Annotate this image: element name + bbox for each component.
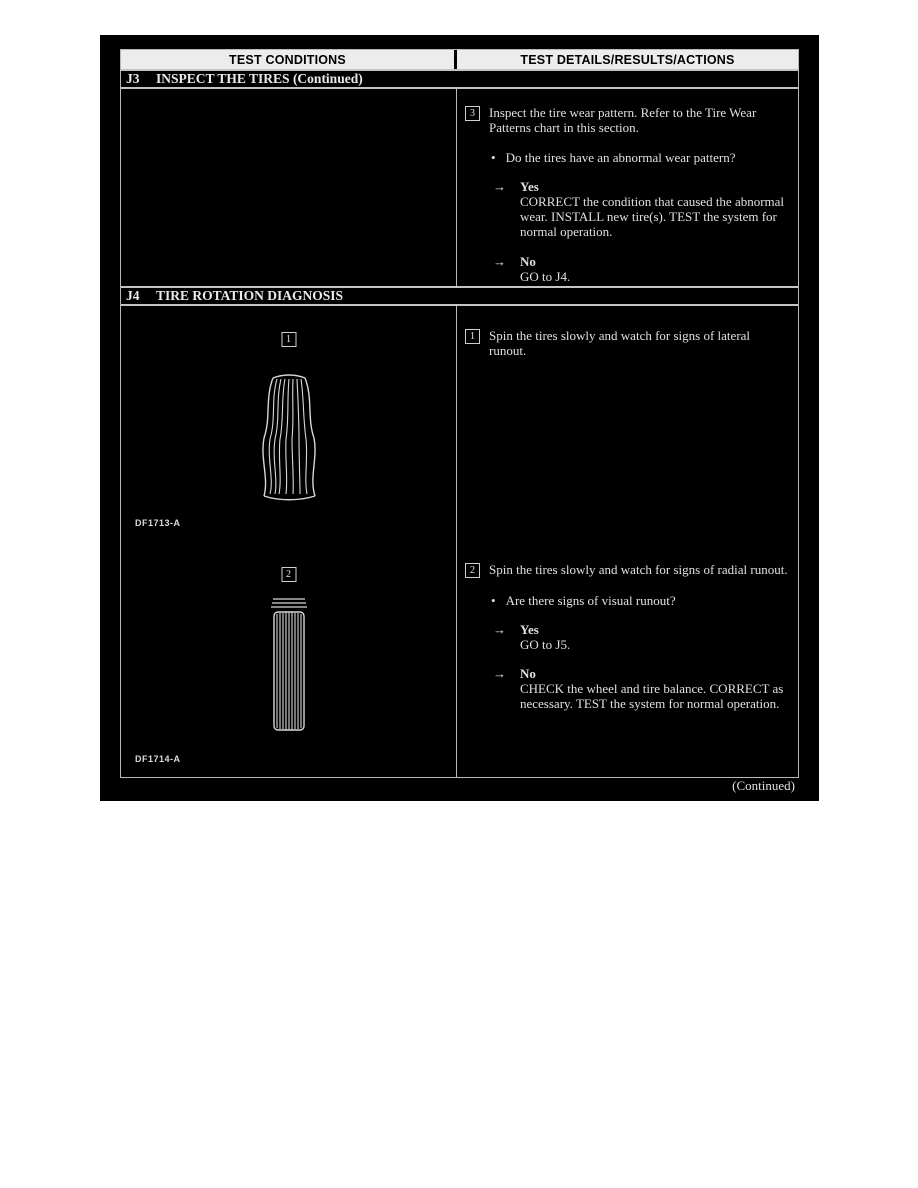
figure-caption: DF1714-A <box>135 754 181 764</box>
yes-action-text: CORRECT the condition that caused the abnormal wear. INSTALL new tire(s). TEST the system for normal operation. <box>520 194 785 240</box>
step-text: Spin the tires slowly and watch for signs of radial runout. <box>489 562 788 577</box>
header-test-details: TEST DETAILS/RESULTS/ACTIONS <box>457 50 798 69</box>
j3-step-3 <box>465 105 788 135</box>
section-id-j4: J4 <box>126 288 140 303</box>
no-action-text: CHECK the wheel and tire balance. CORRECT as necessary. TEST the system for normal operation. <box>520 681 784 712</box>
j3-details-cell <box>457 89 798 286</box>
lateral-runout-tire-figure <box>249 372 329 502</box>
step-text: Spin the tires slowly and watch for signs of lateral runout. <box>489 328 751 359</box>
figure-number-box: 2 <box>281 567 296 582</box>
section-j4-content <box>121 306 798 777</box>
header-test-conditions: TEST CONDITIONS <box>121 50 457 69</box>
j4-step-2 <box>465 562 788 711</box>
j4-question-row <box>491 593 788 608</box>
manual-page-panel <box>100 35 819 801</box>
j3-no-branch <box>493 254 788 284</box>
arrow-icon: → <box>493 622 506 638</box>
yes-label: Yes <box>520 622 539 638</box>
figure-caption: DF1713-A <box>135 518 181 528</box>
answer-body <box>520 666 788 711</box>
arrow-icon: → <box>493 666 506 682</box>
step-number-box: 1 <box>465 329 480 344</box>
step-number-box: 2 <box>465 563 480 578</box>
question-text: Do the tires have an abnormal wear pattern? <box>505 150 736 166</box>
section-id-j3: J3 <box>126 71 140 86</box>
answer-body <box>520 254 570 284</box>
bullet-icon: • <box>491 593 496 608</box>
section-title-j4 <box>121 286 798 306</box>
bullet-icon: • <box>491 150 496 166</box>
section-j3-content <box>121 89 798 286</box>
j4-conditions-cell <box>121 306 457 777</box>
diagnostic-table <box>120 49 799 778</box>
question-text: Are there signs of visual runout? <box>505 593 676 608</box>
no-label: No <box>520 253 536 269</box>
j3-yes-branch <box>493 179 788 239</box>
table-header-row <box>121 50 798 69</box>
arrow-icon: → <box>493 253 506 269</box>
section-label-j4: TIRE ROTATION DIAGNOSIS <box>156 288 344 303</box>
step-text: Inspect the tire wear pattern. Refer to the Tire Wear Patterns chart in this section. <box>489 105 757 136</box>
yes-label: Yes <box>520 179 539 195</box>
no-action-text: GO to J4. <box>520 268 571 284</box>
answer-body <box>520 179 788 239</box>
j4-no-branch <box>493 666 788 711</box>
radial-runout-tire-figure <box>259 596 319 736</box>
yes-action-text: GO to J5. <box>520 637 571 653</box>
step-number-box: 3 <box>465 106 480 121</box>
j3-conditions-cell <box>121 89 457 286</box>
arrow-icon: → <box>493 179 506 195</box>
section-label-j3: INSPECT THE TIRES (Continued) <box>156 71 363 86</box>
continued-label: (Continued) <box>732 778 795 793</box>
j4-step-1 <box>465 328 788 358</box>
no-label: No <box>520 666 536 682</box>
figure-number-box: 1 <box>281 332 296 347</box>
j4-details-cell <box>457 306 798 777</box>
j4-yes-branch <box>493 622 788 652</box>
section-title-j3 <box>121 69 798 89</box>
answer-body <box>520 622 570 652</box>
j3-question-row <box>491 150 788 165</box>
